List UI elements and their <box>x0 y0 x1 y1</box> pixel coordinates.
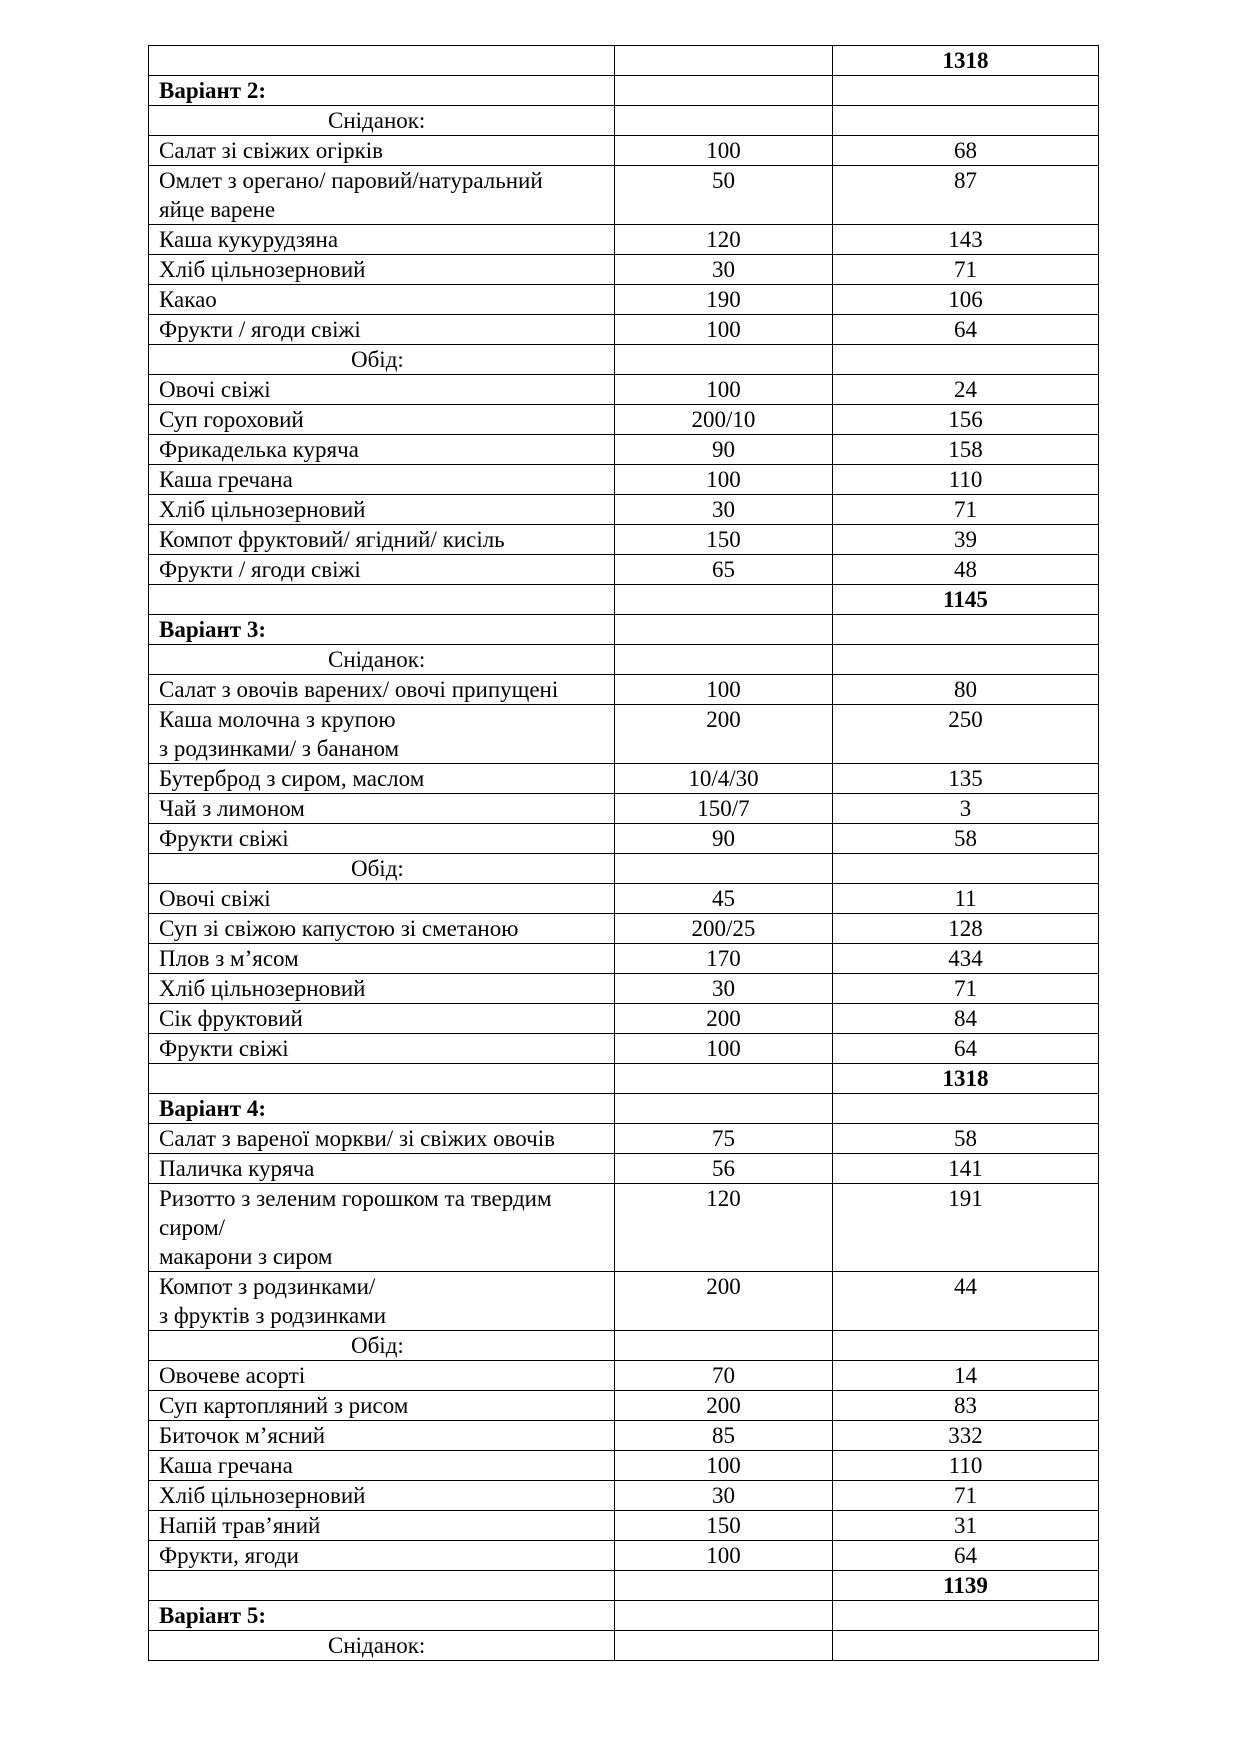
dish-name-cell: Напій трав’яний <box>149 1511 615 1541</box>
dish-name-cell: Салат з вареної моркви/ зі свіжих овочів <box>149 1124 615 1154</box>
portion-weight-cell <box>615 46 833 76</box>
energy-value-cell: 39 <box>833 525 1099 555</box>
energy-value-cell <box>833 106 1099 136</box>
portion-weight-cell <box>615 854 833 884</box>
energy-value-cell <box>833 645 1099 675</box>
menu-table-body <box>149 46 1099 1661</box>
energy-value-cell: 64 <box>833 1541 1099 1571</box>
portion-weight-cell: 90 <box>615 824 833 854</box>
portion-weight-cell: 200 <box>615 705 833 764</box>
portion-weight-cell <box>615 1571 833 1601</box>
portion-weight-cell: 190 <box>615 285 833 315</box>
table-row <box>149 1481 1099 1511</box>
portion-weight-cell: 120 <box>615 225 833 255</box>
portion-weight-cell: 65 <box>615 555 833 585</box>
dish-name-cell: Биточок м’ясний <box>149 1421 615 1451</box>
portion-weight-cell: 50 <box>615 166 833 225</box>
energy-value-cell: 71 <box>833 495 1099 525</box>
energy-total-cell: 1318 <box>833 1064 1099 1094</box>
meal-heading-cell <box>149 645 615 675</box>
dish-name-cell: Суп зі свіжою капустою зі сметаною <box>149 914 615 944</box>
energy-value-cell <box>833 1631 1099 1661</box>
table-row <box>149 1034 1099 1064</box>
dish-name-cell: Хліб цільнозерновий <box>149 255 615 285</box>
table-row <box>149 285 1099 315</box>
portion-weight-cell <box>615 76 833 106</box>
energy-value-cell: 71 <box>833 255 1099 285</box>
portion-weight-cell <box>615 1631 833 1661</box>
table-row <box>149 1421 1099 1451</box>
energy-value-cell: 158 <box>833 435 1099 465</box>
energy-value-cell: 44 <box>833 1272 1099 1331</box>
energy-value-cell: 434 <box>833 944 1099 974</box>
dish-name-cell: Овочі свіжі <box>149 884 615 914</box>
energy-total-cell: 1145 <box>833 585 1099 615</box>
energy-value-cell: 64 <box>833 1034 1099 1064</box>
table-row <box>149 974 1099 1004</box>
meal-heading-row <box>149 345 1099 375</box>
energy-value-cell: 110 <box>833 465 1099 495</box>
energy-value-cell <box>833 615 1099 645</box>
portion-weight-cell <box>615 1064 833 1094</box>
table-row <box>149 1154 1099 1184</box>
meal-heading-cell <box>149 1331 615 1361</box>
energy-value-cell <box>833 1094 1099 1124</box>
table-row <box>149 495 1099 525</box>
energy-value-cell <box>833 76 1099 106</box>
dish-name-cell: Фрикаделька куряча <box>149 435 615 465</box>
meal-heading-cell <box>149 1631 615 1661</box>
portion-weight-cell <box>615 106 833 136</box>
energy-value-cell: 141 <box>833 1154 1099 1184</box>
table-row <box>149 525 1099 555</box>
portion-weight-cell: 150/7 <box>615 794 833 824</box>
dish-name-cell: Омлет з орегано/ паровий/натуральний яйце варене <box>149 166 615 225</box>
variant-row <box>149 1601 1099 1631</box>
dish-name-cell: Суп гороховий <box>149 405 615 435</box>
variant-title: Варіант 3: <box>149 615 615 645</box>
table-row <box>149 136 1099 166</box>
dish-name-cell <box>149 1064 615 1094</box>
table-row <box>149 1004 1099 1034</box>
energy-total-cell: 1139 <box>833 1571 1099 1601</box>
table-row <box>149 1451 1099 1481</box>
dish-name-cell: Плов з м’ясом <box>149 944 615 974</box>
energy-value-cell: 24 <box>833 375 1099 405</box>
portion-weight-cell: 30 <box>615 495 833 525</box>
energy-value-cell: 106 <box>833 285 1099 315</box>
energy-value-cell: 80 <box>833 675 1099 705</box>
portion-weight-cell: 100 <box>615 1451 833 1481</box>
energy-value-cell: 110 <box>833 1451 1099 1481</box>
energy-value-cell: 143 <box>833 225 1099 255</box>
portion-weight-cell: 30 <box>615 974 833 1004</box>
portion-weight-cell: 100 <box>615 375 833 405</box>
portion-weight-cell: 10/4/30 <box>615 764 833 794</box>
portion-weight-cell: 100 <box>615 136 833 166</box>
portion-weight-cell: 56 <box>615 1154 833 1184</box>
energy-value-cell: 64 <box>833 315 1099 345</box>
dish-name-cell: Хліб цільнозерновий <box>149 974 615 1004</box>
menu-table <box>148 45 1099 1661</box>
portion-weight-cell: 120 <box>615 1184 833 1272</box>
energy-value-cell: 31 <box>833 1511 1099 1541</box>
energy-value-cell: 87 <box>833 166 1099 225</box>
table-row <box>149 166 1099 225</box>
energy-value-cell: 14 <box>833 1361 1099 1391</box>
energy-value-cell: 48 <box>833 555 1099 585</box>
table-row <box>149 794 1099 824</box>
dish-name-cell: Суп картопляний з рисом <box>149 1391 615 1421</box>
total-row <box>149 46 1099 76</box>
energy-value-cell: 332 <box>833 1421 1099 1451</box>
table-row <box>149 884 1099 914</box>
energy-value-cell <box>833 854 1099 884</box>
table-row <box>149 405 1099 435</box>
energy-value-cell: 58 <box>833 1124 1099 1154</box>
total-row <box>149 1571 1099 1601</box>
energy-total-cell: 1318 <box>833 46 1099 76</box>
meal-heading-row <box>149 106 1099 136</box>
table-row <box>149 764 1099 794</box>
energy-value-cell: 71 <box>833 974 1099 1004</box>
dish-name-cell: Фрукти, ягоди <box>149 1541 615 1571</box>
energy-value-cell: 68 <box>833 136 1099 166</box>
dish-name-cell: Каша молочна з крупою з родзинками/ з бананом <box>149 705 615 764</box>
dish-name-cell: Фрукти свіжі <box>149 1034 615 1064</box>
portion-weight-cell <box>615 615 833 645</box>
meal-heading-row <box>149 854 1099 884</box>
table-row <box>149 225 1099 255</box>
dish-name-cell: Фрукти свіжі <box>149 824 615 854</box>
meal-heading: Сніданок: <box>328 1633 426 1658</box>
portion-weight-cell: 150 <box>615 525 833 555</box>
dish-name-cell: Каша гречана <box>149 1451 615 1481</box>
energy-value-cell: 11 <box>833 884 1099 914</box>
energy-value-cell: 84 <box>833 1004 1099 1034</box>
energy-value-cell: 250 <box>833 705 1099 764</box>
portion-weight-cell: 45 <box>615 884 833 914</box>
dish-name-cell: Сік фруктовий <box>149 1004 615 1034</box>
dish-name-cell: Овочі свіжі <box>149 375 615 405</box>
table-row <box>149 465 1099 495</box>
variant-row <box>149 615 1099 645</box>
dish-name-cell: Каша кукурудзяна <box>149 225 615 255</box>
meal-heading-row <box>149 1331 1099 1361</box>
meal-heading-row <box>149 645 1099 675</box>
meal-heading: Сніданок: <box>328 647 426 672</box>
variant-title: Варіант 5: <box>149 1601 615 1631</box>
portion-weight-cell: 90 <box>615 435 833 465</box>
energy-value-cell: 71 <box>833 1481 1099 1511</box>
dish-name-cell: Хліб цільнозерновий <box>149 495 615 525</box>
energy-value-cell: 156 <box>833 405 1099 435</box>
dish-name-cell: Хліб цільнозерновий <box>149 1481 615 1511</box>
energy-value-cell: 3 <box>833 794 1099 824</box>
table-row <box>149 944 1099 974</box>
meal-heading-row <box>149 1631 1099 1661</box>
variant-title: Варіант 2: <box>149 76 615 106</box>
dish-name-cell: Компот фруктовий/ ягідний/ кисіль <box>149 525 615 555</box>
portion-weight-cell: 200 <box>615 1272 833 1331</box>
portion-weight-cell: 30 <box>615 1481 833 1511</box>
table-row <box>149 1391 1099 1421</box>
energy-value-cell: 83 <box>833 1391 1099 1421</box>
meal-heading-cell <box>149 345 615 375</box>
portion-weight-cell <box>615 585 833 615</box>
portion-weight-cell <box>615 1094 833 1124</box>
energy-value-cell <box>833 345 1099 375</box>
portion-weight-cell <box>615 345 833 375</box>
dish-name-cell: Фрукти / ягоди свіжі <box>149 555 615 585</box>
table-row <box>149 375 1099 405</box>
variant-row <box>149 76 1099 106</box>
portion-weight-cell <box>615 645 833 675</box>
portion-weight-cell: 30 <box>615 255 833 285</box>
table-row <box>149 705 1099 764</box>
energy-value-cell <box>833 1601 1099 1631</box>
dish-name-cell: Бутерброд з сиром, маслом <box>149 764 615 794</box>
table-row <box>149 914 1099 944</box>
dish-name-cell <box>149 585 615 615</box>
table-row <box>149 675 1099 705</box>
dish-name-cell: Каша гречана <box>149 465 615 495</box>
dish-name-cell: Фрукти / ягоди свіжі <box>149 315 615 345</box>
dish-name-cell: Ризотто з зеленим горошком та твердим сиром/ макарони з сиром <box>149 1184 615 1272</box>
meal-heading: Сніданок: <box>328 108 426 133</box>
portion-weight-cell: 70 <box>615 1361 833 1391</box>
table-row <box>149 315 1099 345</box>
table-row <box>149 1511 1099 1541</box>
portion-weight-cell: 100 <box>615 1541 833 1571</box>
dish-name-cell <box>149 1571 615 1601</box>
dish-name-cell: Компот з родзинками/ з фруктів з родзинками <box>149 1272 615 1331</box>
energy-value-cell: 191 <box>833 1184 1099 1272</box>
portion-weight-cell: 170 <box>615 944 833 974</box>
portion-weight-cell: 200/10 <box>615 405 833 435</box>
portion-weight-cell <box>615 1331 833 1361</box>
variant-row <box>149 1094 1099 1124</box>
table-row <box>149 1272 1099 1331</box>
energy-value-cell: 58 <box>833 824 1099 854</box>
total-row <box>149 1064 1099 1094</box>
dish-name-cell <box>149 46 615 76</box>
energy-value-cell <box>833 1331 1099 1361</box>
dish-name-cell: Какао <box>149 285 615 315</box>
energy-value-cell: 135 <box>833 764 1099 794</box>
dish-name-cell: Овочеве асорті <box>149 1361 615 1391</box>
portion-weight-cell: 100 <box>615 465 833 495</box>
portion-weight-cell: 150 <box>615 1511 833 1541</box>
variant-title: Варіант 4: <box>149 1094 615 1124</box>
portion-weight-cell: 200 <box>615 1391 833 1421</box>
portion-weight-cell: 75 <box>615 1124 833 1154</box>
meal-heading-cell <box>149 106 615 136</box>
portion-weight-cell <box>615 1601 833 1631</box>
portion-weight-cell: 200 <box>615 1004 833 1034</box>
meal-heading: Обід: <box>351 1333 404 1358</box>
table-row <box>149 1184 1099 1272</box>
table-row <box>149 824 1099 854</box>
portion-weight-cell: 200/25 <box>615 914 833 944</box>
energy-value-cell: 128 <box>833 914 1099 944</box>
table-row <box>149 555 1099 585</box>
dish-name-cell: Салат зі свіжих огірків <box>149 136 615 166</box>
table-row <box>149 255 1099 285</box>
portion-weight-cell: 100 <box>615 675 833 705</box>
portion-weight-cell: 85 <box>615 1421 833 1451</box>
meal-heading: Обід: <box>351 856 404 881</box>
table-row <box>149 1124 1099 1154</box>
dish-name-cell: Салат з овочів варених/ овочі припущені <box>149 675 615 705</box>
dish-name-cell: Паличка куряча <box>149 1154 615 1184</box>
dish-name-cell: Чай з лимоном <box>149 794 615 824</box>
table-row <box>149 1541 1099 1571</box>
portion-weight-cell: 100 <box>615 1034 833 1064</box>
total-row <box>149 585 1099 615</box>
meal-heading: Обід: <box>351 347 404 372</box>
portion-weight-cell: 100 <box>615 315 833 345</box>
table-row <box>149 435 1099 465</box>
meal-heading-cell <box>149 854 615 884</box>
table-row <box>149 1361 1099 1391</box>
